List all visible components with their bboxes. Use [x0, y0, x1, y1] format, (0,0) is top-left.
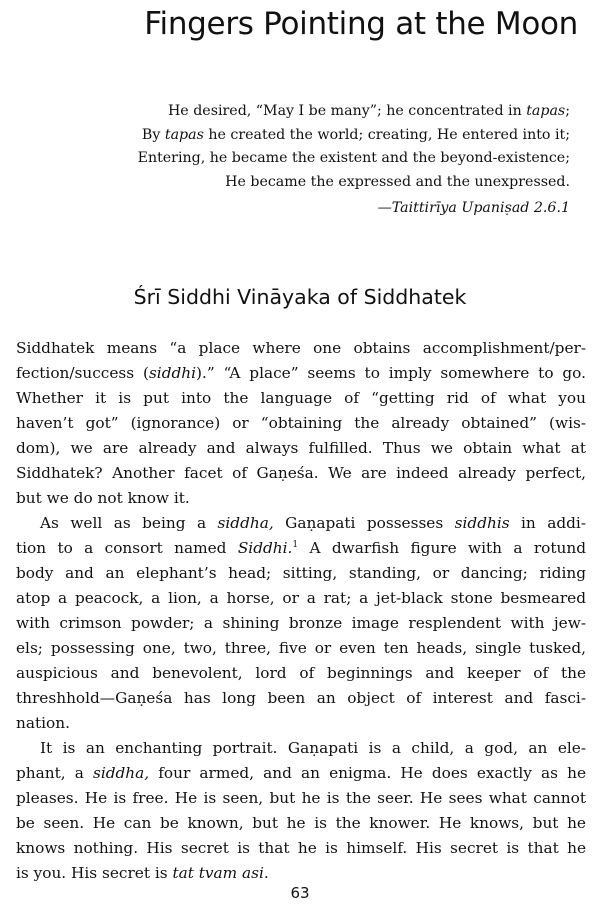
text-line: nation. — [16, 714, 70, 732]
epigraph — [70, 100, 570, 221]
text-line: Whether it is put into the language of “getting rid of what you — [16, 389, 586, 407]
text-line: haven’t got” (ignorance) or “obtaining the already obtained” (wis- — [16, 414, 586, 432]
epigraph-line: By tapas he created the world; creating, He entered into it; — [141, 126, 570, 143]
epigraph-line: Entering, he became the existent and the beyond-existence; — [137, 150, 570, 166]
text-line: knows nothing. His secret is that he is himself. His secret is that he — [16, 839, 586, 857]
text-line: body and an elephant’s head; sitting, standing, or dancing; riding — [16, 564, 586, 582]
section-heading: Śrī Siddhi Vināyaka of Siddhatek — [133, 285, 467, 309]
text-line: Siddhatek means “a place where one obtains accomplishment/per- — [16, 339, 586, 357]
text-line: auspicious and benevolent, lord of beginnings and keeper of the — [16, 664, 586, 682]
page-number: 63 — [290, 884, 310, 902]
text-line: els; possessing one, two, three, five or even ten heads, single tusked, — [16, 639, 586, 657]
text-line: As well as being a siddha, Gaṇapati possesses siddhis in addi- — [40, 514, 586, 532]
text-line: atop a peacock, a lion, a horse, or a rat; a jet-black stone besmeared — [16, 589, 586, 607]
text-line: threshhold—Gaṇeśa has long been an object of interest and fasci- — [16, 689, 586, 707]
text-line: be seen. He can be known, but he is the knower. He knows, but he — [16, 814, 586, 832]
text-line: is you. His secret is tat tvam asi. — [16, 864, 269, 882]
text-line: Siddhatek? Another facet of Gaṇeśa. We are indeed already perfect, — [16, 464, 586, 482]
epigraph-citation: —Taittirīya Upaniṣad 2.6.1 — [377, 200, 570, 216]
text-line: but we do not know it. — [16, 489, 190, 507]
epigraph-line: He desired, “May I be many”; he concentrated in tapas; — [167, 103, 570, 119]
text-line: with crimson powder; a shining bronze image resplendent with jew- — [16, 614, 586, 632]
text-line: It is an enchanting portrait. Gaṇapati is a child, a god, an ele- — [40, 739, 586, 757]
body-text — [16, 336, 586, 886]
chapter-title: Fingers Pointing at the Moon — [144, 6, 578, 42]
text-line: pleases. He is free. He is seen, but he is the seer. He sees what cannot — [16, 789, 586, 807]
text-line: fection/success (siddhi).” “A place” seems to imply somewhere to go. — [16, 364, 586, 382]
footnote-marker[interactable]: 1 — [292, 540, 299, 550]
text-line: dom), we are already and always fulfilled. Thus we obtain what at — [16, 439, 586, 457]
epigraph-line: He became the expressed and the unexpressed. — [225, 173, 570, 190]
text-line: phant, a siddha, four armed, and an enigma. He does exactly as he — [16, 764, 586, 782]
text-line: tion to a consort named Siddhi.$^1$ A dwarfish figure with a rotund — [16, 539, 586, 557]
